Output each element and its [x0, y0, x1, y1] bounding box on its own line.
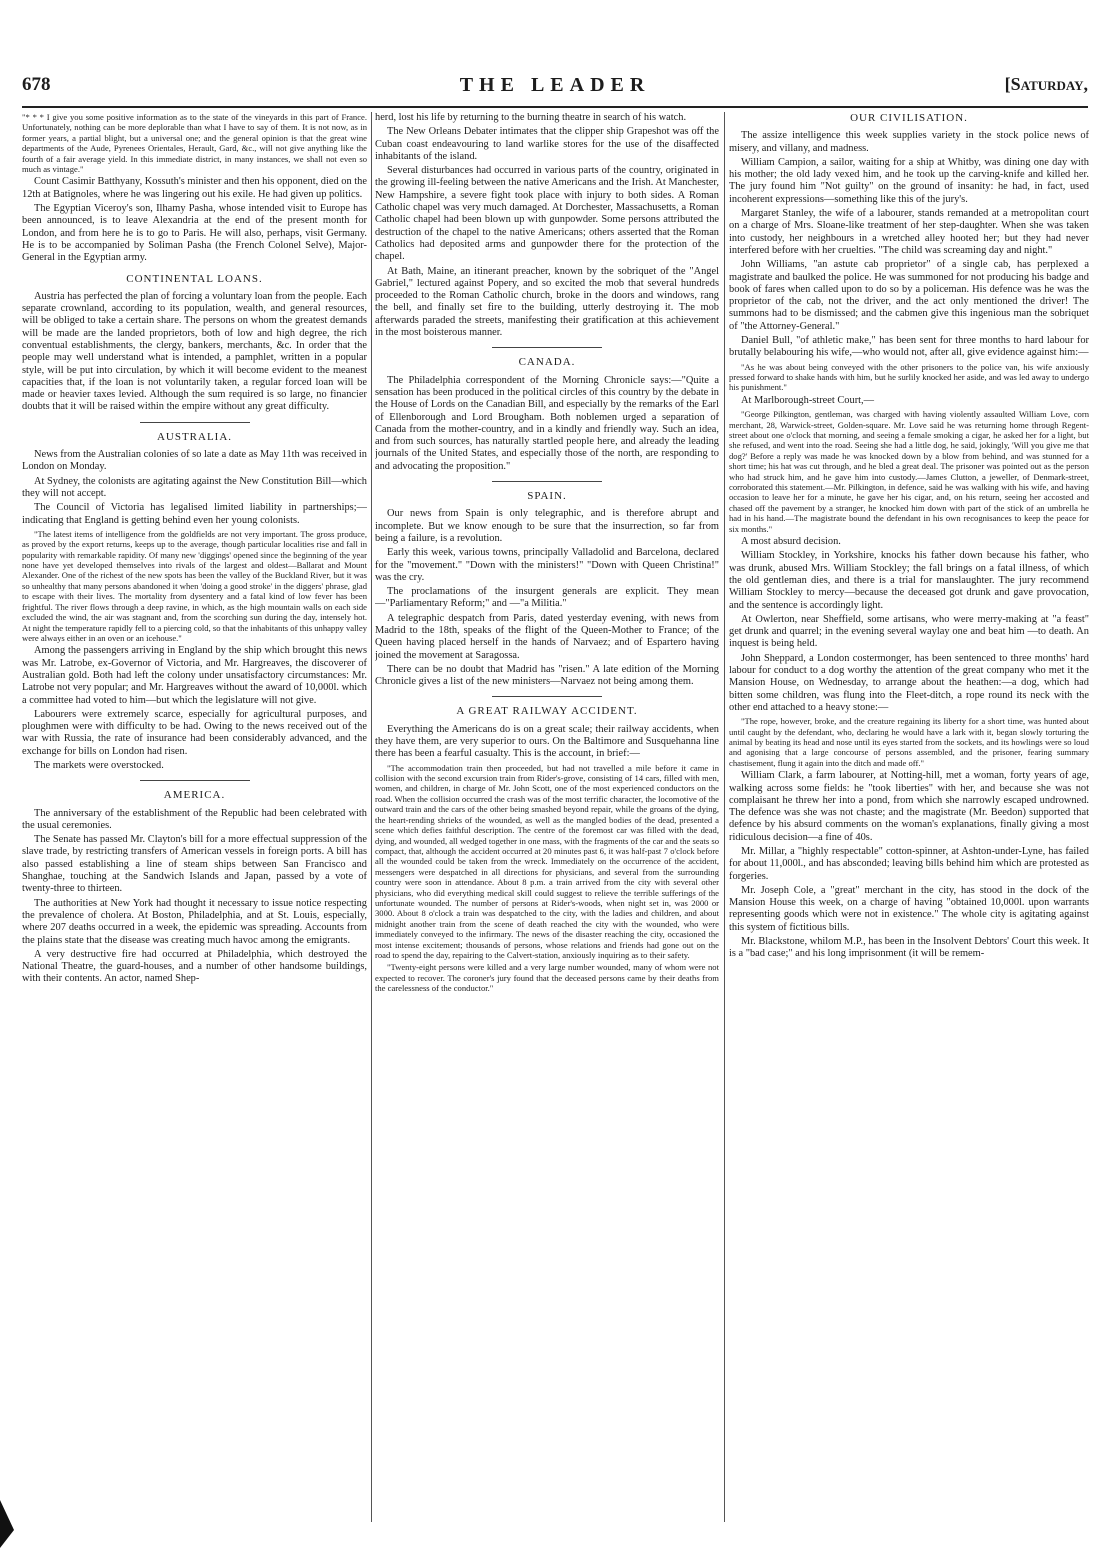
- masthead: [22, 74, 1088, 104]
- article-paragraph: The proclamations of the insurgent generals are explicit. They mean—"Parliamentary Reform;" and —"a Militia.": [375, 586, 719, 610]
- article-paragraph: At Owlerton, near Sheffield, some artisans, who were merry-making at "a feast" get drunk and quarrel; in the evening several waylay one and beat him —to death. An inquest is being held.: [729, 613, 1089, 650]
- article-paragraph: The authorities at New York had thought it necessary to issue notice respecting the prevalence of cholera. At Boston, Philadelphia, and at St. Louis, especially, where 207 deaths occurred in a week, the epidemic was spreading. Accounts from the plains state that the disease was creating much havoc among the emigrants.: [22, 897, 367, 946]
- section-heading-australia: AUSTRALIA.: [156, 430, 233, 443]
- article-paragraph: News from the Australian colonies of so late a date as May 11th was received in London on Monday.: [22, 449, 367, 473]
- quoted-paragraph: "As he was about being conveyed with the other prisoners to the police van, his wife anxiously pressed forward to shake hands with him, but he surlily knocked her aside, and was led away to undergo his punishment.": [729, 361, 1089, 393]
- article-paragraph: Mr. Millar, a "highly respectable" cotton-spinner, at Ashton-under-Lyne, has failed for about 11,000l., and has absconded; leaving bills behind him which are protested as forgeries.: [729, 846, 1089, 882]
- article-paragraph: Everything the Americans do is on a great scale; their railway accidents, when they have them, are very superior to ours. On the Baltimore and Susquehanna line there has been a fearful casualty. This is the account, in brief:—: [375, 723, 719, 760]
- article-paragraph: Several disturbances had occurred in various parts of the country, originated in the growing ill-feeling between the native Americans and the Irish. At Manchester, New Hampshire, a severe fight took place with injury to both sides. A Roman Catholic chapel was very much damaged. At Dorchester, Massachusetts, a Roman Catholic chapel had been blown up with gunpowder. Some persons attributed the destruction of the chapel to the native Americans; others asserted that the Roman Catholics had deposited arms and gunpowder there for the protection of the chapel.: [375, 165, 719, 263]
- article-paragraph: The Philadelphia correspondent of the Morning Chronicle says:—"Quite a sensation has been produced in the political circles of this country by the debate in the House of Lords on the Canadian Bill, and especially by the remarks of the Earl of Ellenborough and Lord Brougham. Both noblemen urged a separation of Canada from the mother-country, and in a kindly and friendly way. Such an idea, and from such sources, has naturally startled people here, and already the leading journals of the United States, and especially those of the north, are responding to and advocating the proposition.": [375, 374, 719, 472]
- section-rule: [492, 347, 602, 348]
- article-paragraph: The Council of Victoria has legalised limited liability in partnerships;—indicating that England is getting behind even her young colonists.: [22, 502, 367, 526]
- column-2: [375, 112, 719, 1528]
- article-paragraph: The assize intelligence this week supplies variety in the stock police news of misery, and villany, and madness.: [729, 130, 1089, 154]
- section-rule: [140, 780, 250, 781]
- article-paragraph: William Stockley, in Yorkshire, knocks his father down because his father, who was drunk, abused Mrs. William Stockley; the fall brings on a fatal illness, of which the old gentleman dies, and there is a trial for manslaughter. The jury recommend William Stockley to mercy—because the deceased got drunk and gave provocation, and the sentence is accordingly light.: [729, 550, 1089, 611]
- article-paragraph: Among the passengers arriving in England by the ship which brought this news was Mr. Latrobe, ex-Governor of Victoria, and Mr. Hargreaves, the discoverer of Australian gold. Both had left the colony under unsatisfactory circumstances: Mr. Latrobe not very popular; and Mr. Hargreaves without the award of 10,000l. which a committee had voted to him—but which the legislature will not give.: [22, 645, 367, 706]
- article-paragraph: Labourers were extremely scarce, especially for agricultural purposes, and ploughmen were with difficulty to be had. Owing to the news received out of the war with Russia, the rate of insurance had been considerably advanced, and the exchange for bills on London had risen.: [22, 708, 367, 757]
- article-paragraph: The anniversary of the establishment of the Republic had been celebrated with the usual ceremonies.: [22, 807, 367, 831]
- newspaper-title: THE LEADER: [459, 74, 651, 96]
- column-3: [729, 112, 1089, 1528]
- article-paragraph: A telegraphic despatch from Paris, dated yesterday evening, with news from Madrid to the 18th, speaks of the flight of the Queen-Mother to France; of the Queen having placed herself in the hands of Narvaez; and of Espartero having joined the movement at Saragossa.: [375, 612, 719, 661]
- article-paragraph: At Marlborough-street Court,—: [741, 394, 875, 406]
- article-paragraph: Mr. Blackstone, whilom M.P., has been in the Insolvent Debtors' Court this week. It is a "bad case;" and his long imprisonment (it will be remem-: [729, 936, 1089, 960]
- section-rule: [140, 422, 250, 423]
- article-paragraph: John Sheppard, a London costermonger, has been sentenced to three months' hard labour for conduct to a dog worthy the attention of the great company who met it the Mansion House, on Wednesday, to arrange about the heathen:—a dog, which had bitten some children, was flung into the Fleet-ditch, a rope round its neck with the other end attached to a heavy stone:—: [729, 652, 1089, 713]
- quoted-paragraph: "The rope, however, broke, and the creature regaining its liberty for a short time, was hunted about until caught by the defendant, who, declaring he would have a lark with it, began slowly torturing the animal by beating its head and nose until its eyes started from the sockets, and its howlings were so loud and agonising that a large concourse of persons assembled, and the prisoner, fearing summary chastisement, flung it again into the ditch and made off.": [729, 716, 1089, 768]
- quoted-paragraph: "Twenty-eight persons were killed and a very large number wounded, many of whom were not expected to recover. The coroner's jury found that the deceased persons came by their deaths from the carelessness of the conductor.": [375, 962, 719, 994]
- quoted-paragraph: "George Pilkington, gentleman, was charged with having violently assaulted William Love, corn merchant, 28, Warwick-street, Golden-square. Mr. Love said he was returning home through Regent-street about one o'clock that morning, and seeing a female smoking a cigar, he asked her for a light, but she refused, and went into the road. Seeing she had a little dog, he said, jokingly, 'Will you give me that dog?' Before a reply was made he was knocked down by a blow from behind, and was stunned for a short time; his hat was cut through, and he bled a great deal. The prisoner was pointed out as the person who had struck him, and he gave him into custody.—James Clutton, a jeweller, of Denmark-street, corroborated this statement.—Mr. Pilkington, in defence, said he was walking with his wife, and having occasion to leave her for a minute, he gave her his cigar, and, on his return, seeing her accosted and chased off the pavement by a stranger, he knocked him down with part of the stick of an umbrella he had in his hand.—The magistrate bound the defendant in his own recognisances to keep the peace for six months.": [729, 409, 1089, 534]
- article-paragraph: Our news from Spain is only telegraphic, and is therefore abrupt and incomplete. But we know enough to be sure that the insurrection, so far from being a failure, is a revolution.: [375, 508, 719, 544]
- article-paragraph: There can be no doubt that Madrid has "risen." A late edition of the Morning Chronicle gives a list of the new ministers—Narvaez not being among them.: [375, 663, 719, 688]
- article-paragraph: Mr. Joseph Cole, a "great" merchant in the city, has stood in the dock of the Mansion House this week, on a charge of having "obtained 10,000l. upon warrants representing goods which were not in existence." The whole city is agitating against this system of fictitious bills.: [729, 884, 1089, 933]
- section-heading-spain: SPAIN.: [527, 490, 567, 503]
- section-heading-continental-loans: CONTINENTAL LOANS.: [126, 272, 263, 285]
- article-paragraph: William Clark, a farm labourer, at Notting-hill, met a woman, forty years of age, walking across some fields: he "took liberties" with her, and because she was not complaisant he threw her into a pond, from which she narrowly escaped undrowned. The defence was she was not chaste; and the magistrate (Mr. Beedon) supported that defence by his absurd comments on the woman's explanations, finally giving a most ridiculous decision—a fine of 40s.: [729, 770, 1089, 843]
- article-paragraph: The Egyptian Viceroy's son, Ilhamy Pasha, whose intended visit to Europe has been announced, is to leave Alexandria at the end of the present month for London, and from here he is to go to Paris. He will also, perhaps, visit Germany. He is to be accompanied by Soliman Pasha (the French Colonel Selve), Major-General in the Egyptian army.: [22, 203, 367, 264]
- column-divider: [724, 112, 725, 1522]
- article-paragraph: Count Casimir Batthyany, Kossuth's minister and then his opponent, died on the 12th at Batignoles, where he was lingering out his exile. He had given up politics.: [22, 176, 367, 200]
- masthead-rule: [22, 106, 1088, 108]
- article-paragraph: herd, lost his life by returning to the burning theatre in search of his watch.: [375, 112, 687, 123]
- section-rule: [492, 481, 602, 482]
- quoted-paragraph: "The latest items of intelligence from the goldfields are not very important. The gross produce, as proved by the export returns, keeps up to the average, though particular localities rise and fall in popularity with remarkable rapidity. Of many new 'diggings' opened since the beginning of the year none have yet developed themselves into rivals of the largest and oldest—Ballarat and Mount Alexander. One of the richest of the new spots has been the valley of the Buckland River, but it was so unhealthy that many persons abandoned it when 'doing a good stroke' in the diggers' phrase, glad to escape with their lives. The mortality from dysentery and a fatal kind of low fever has been frightful. The river flows through a deep ravine, in which, as the high mountain walls on each side excluded the wind, the air was stagnant and, from the scorching sun during the day, intensely hot. At night the temperature rapidly fell to a piercing cold, so that the inhabitants of this unhappy valley were always either in an oven or an icehouse.": [22, 528, 367, 643]
- article-paragraph: Margaret Stanley, the wife of a labourer, stands remanded at a metropolitan court on a charge of Mrs. Sloane-like treatment of her step-daughter. When she was taken into custody, her neighbours in a wretched alley hooted her; but they had never interfered before with her cruelties. "The child was screaming day and night.": [729, 208, 1089, 256]
- page-edge-shadow: [0, 1500, 14, 1548]
- article-paragraph: The Senate has passed Mr. Clayton's bill for a more effectual suppression of the slave trade, by restricting transfers of American vessels in foreign ports. A bill has also passed establishing a line of steam ships between San Francisco and Shanghae, touching at the Sandwich Islands and Japan, passed by a vote of twenty-three to thirteen.: [22, 834, 367, 895]
- article-paragraph: At Sydney, the colonists are agitating against the New Constitution Bill—which they will not accept.: [22, 475, 367, 499]
- article-paragraph: The New Orleans Debater intimates that the clipper ship Grapeshot was off the Cuban coast endeavouring to land warlike stores for the use of the disaffected inhabitants of the island.: [375, 126, 719, 162]
- section-rule: [492, 696, 602, 697]
- article-paragraph: Early this week, various towns, principally Valladolid and Barcelona, declared for the "movement." "Down with the ministers!" "Down with Queen Christina!" was the cry.: [375, 547, 719, 583]
- quoted-paragraph: "The accommodation train then proceeded, but had not travelled a mile before it came in collision with the second excursion train from Rider's-grove, consisting of 14 cars, filled with men, women, and children, in charge of Mr. John Scott, one of the most experienced conductors on the road. When the collision occurred the crash was of the most terrific character, the locomotive of the outward train and the cars of the other being smashed beyond repair, while the groans of the dying, the heart-rending shrieks of the wounded, as well as the mangled bodies of the dead, presented a scene which defies faithful description. The centre of the foremost car was filled with the dead, dying, and wounded, all wedged together in one mass, with the fragments of the car and the seats so compact, that, although the accident occurred at 20 minutes past 6, it was half-past 7 o'clock before all the wounded could be taken from the wreck. Immediately on the occurrence of the accident, messengers were despatched in all directions for physicians, and several from the surrounding country were soon in attendance. About 8 p.m. a train arrived from the city with several other physicians, who did everything medical skill could suggest to relieve the terrible sufferings of the unfortunate wounded. The number of persons at Rider's-woods, when night set in, was 2000 or 3000. About 8 o'clock a train was despatched to the city, with the ladies and children, and about midnight another train from the scene of death reached the city with the wounded, who were immediately conveyed to the infirmary. The news of the disaster reaching the city, occasioned the most intense excitement; thousands of persons, whose relations and friends had gone out on the road to spend the day, repairing to the Calvert-station, anxiously inquiring as to their safety.: [375, 762, 719, 960]
- section-heading-america: AMERICA.: [163, 789, 226, 802]
- column-divider: [371, 112, 372, 1522]
- section-heading-railway-accident: A GREAT RAILWAY ACCIDENT.: [456, 705, 638, 718]
- column-1: [22, 112, 367, 1528]
- article-paragraph: The markets were overstocked.: [34, 760, 164, 771]
- article-paragraph: A most absurd decision.: [741, 536, 841, 548]
- article-paragraph: Austria has perfected the plan of forcing a voluntary loan from the people. Each separate crownland, according to its population, wealth, and general resources, will be obliged to take a certain share. The persons on whom the greatest demands will be made are the landed proprietors, both of low and high degree, the rich conventual establishments, the clergy, bankers, merchants, &c. In order that the people may well understand what is intended, a pamphlet, written in a popular style, will be put into circulation, by which it will become evident to the meanest capacities that, if the loan is not voluntarily taken, a regular forced loan will be made or heavier taxes levied. Although the sum required is so large, no financier doubts that it will be raised within the empire without any great difficulty.: [22, 290, 367, 413]
- article-paragraph: John Williams, "an astute cab proprietor" of a single cab, has perplexed a magistrate and baulked the police. He was summoned for not producing his badge and book of fares when called upon to do so by a policeman. His defence was he was the proprietor of the cab, not the driver, and the act only mentioned the driver! The summons had to be dismissed; and the cabmen give this ingenious man the sobriquet of "the Attorney-General.": [729, 259, 1089, 332]
- article-paragraph: A very destructive fire had occurred at Philadelphia, which destroyed the National Theatre, the guard-houses, and a number of other handsome buildings, with their contents. An actor, named Shep-: [22, 948, 367, 985]
- article-paragraph: "* * * I give you some positive information as to the state of the vineyards in this part of France. Unfortunately, nothing can be more deplorable than what I have to say of them. It is not now, as in former years, a partial blight, but a universal one; and the general opinion is that the great wine departments of the Aude, Pyrenees Orientales, Herault, Gard, &c., will not give anything like the fourth of a fair average yield. In this immediate district, in many instances, we shall not even so much as vintage.": [22, 112, 367, 175]
- issue-day: [Saturday,: [1004, 74, 1088, 94]
- article-paragraph: Daniel Bull, "of athletic make," has been sent for three months to hard labour for brutally belabouring his wife,—who would not, after all, give evidence against him:—: [729, 335, 1089, 359]
- article-paragraph: At Bath, Maine, an itinerant preacher, known by the sobriquet of the "Angel Gabriel," lectured against Popery, and so excited the mob that several hundreds proceeded to the Roman Catholic church, broke in the doors and windows, rang the bell, and finally set fire to the building, utterly destroying it. The mob afterwards paraded the streets, manifesting their gratification at this achievement in the most boisterous manner.: [375, 265, 719, 339]
- section-heading-canada: CANADA.: [518, 356, 576, 369]
- section-heading-our-civilisation: OUR CIVILISATION.: [850, 112, 968, 124]
- article-paragraph: William Campion, a sailor, waiting for a ship at Whitby, was dining one day with his mother; the old lady vexed him, and he took up the carving-knife and killed her. The jury found him "Not guilty" on the ground of insanity: he had, in fact, used incoherent expressions—something like this of the jury's.: [729, 156, 1089, 205]
- page-number: 678: [22, 74, 51, 95]
